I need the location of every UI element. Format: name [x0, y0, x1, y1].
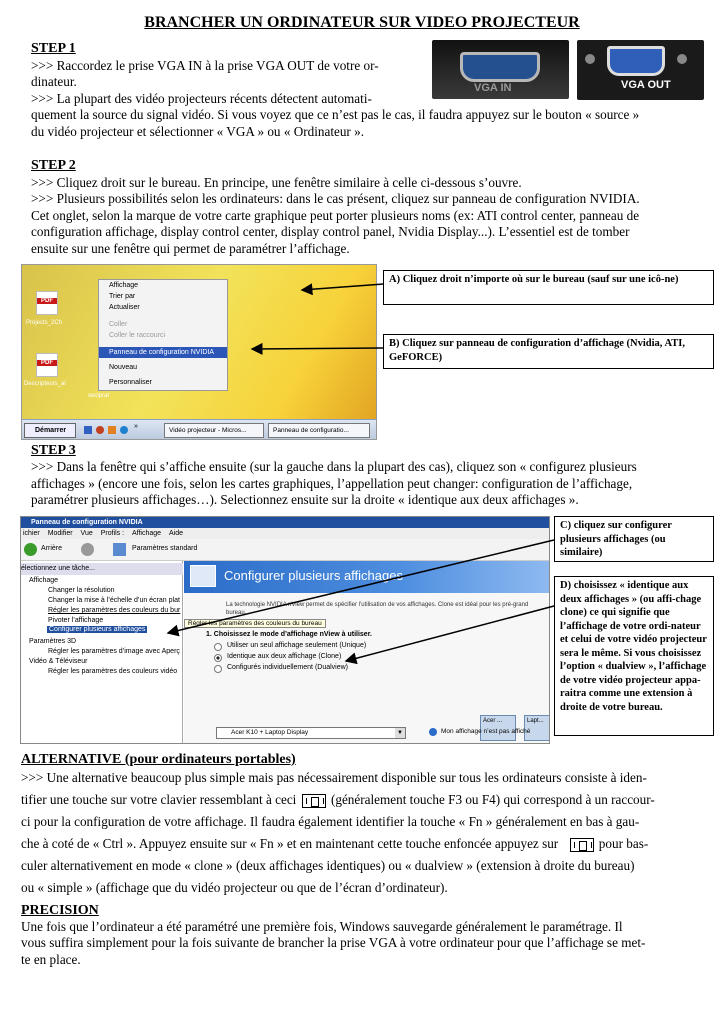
- monitor-laptop-label: Lapt...: [527, 718, 544, 724]
- alt-line3: ci pour la configuration de votre affichage. Il faudra également identifier la touche « Fn » généralement en bas à gau-: [21, 814, 640, 829]
- step1-heading: STEP 1: [31, 41, 76, 56]
- arrow-c: [168, 540, 554, 633]
- step2-line1: >>> Cliquez droit sur le bureau. En principe, une fenêtre similaire à celle ci-dessous s’ouvre.: [31, 175, 522, 190]
- tree-parametres-3d[interactable]: Paramètres 3D: [29, 638, 77, 645]
- display-switch-key-icon: [302, 794, 326, 808]
- menu-item-nvidia[interactable]: Panneau de configuration NVIDIA: [99, 347, 227, 358]
- description: La technologie NVIDIA nView permet de spécifier l’utilisation de vos affichages. Clone est idéal pour les pré-grand bureau.: [226, 602, 529, 616]
- menu-item-coller-raccourci[interactable]: Coller le raccourci: [109, 332, 166, 339]
- tree-video[interactable]: Vidéo & Téléviseur: [29, 658, 88, 665]
- alt-line4-b: pour bas-: [598, 836, 649, 851]
- alt-heading: ALTERNATIVE (pour ordinateurs portables): [21, 752, 296, 767]
- step3-line3: paramétrer plusieurs affichages…). Selectionnez ensuite sur la droite « identique aux deux affichages ».: [31, 492, 579, 507]
- step1-line4: quement la source du signal vidéo. Si vous voyez que ce n’est pas le cas, il faudra appuyez sur le bouton « source »: [31, 107, 640, 122]
- precision-heading: PRECISION: [21, 903, 99, 918]
- annotation-box-b: B) Cliquez sur panneau de configuration d’affichage (Nvidia, ATI, GeFORCE): [383, 334, 714, 369]
- alt-line4: [21, 833, 648, 855]
- display-switch-key-icon: [570, 838, 594, 852]
- tree-couleurs[interactable]: Régler les paramètres des couleurs du bur: [48, 607, 181, 614]
- menu-item-nouveau[interactable]: Nouveau: [109, 364, 138, 371]
- annotation-box-c: C) cliquez sur configurer plusieurs affichages (ou similaire): [554, 516, 714, 562]
- step1-line3: >>> La plupart des vidéo projecteurs récents détectent automati-: [31, 91, 372, 106]
- step3-heading: STEP 3: [31, 443, 76, 458]
- back-label[interactable]: Arrière: [41, 545, 63, 552]
- option-dualview: Configurés individuellement (Dualview): [227, 664, 348, 671]
- pdf-icon[interactable]: PDF: [36, 291, 58, 315]
- menu-item-trier[interactable]: Trier par: [109, 293, 136, 300]
- alt-line6: ou « simple » (affichage que du vidéo projecteur ou que de l’écran d’ordinateur).: [21, 880, 448, 895]
- window-titlebar: Panneau de configuration NVIDIA: [21, 517, 550, 528]
- tree-pivoter[interactable]: Pivoter l’affichage: [48, 617, 104, 624]
- menu-modifier[interactable]: Modifier: [47, 530, 73, 537]
- precision-line3: te en place.: [21, 952, 81, 967]
- alt-line4-a: che à coté de « Ctrl ». Appuyez ensuite sur « Fn » et en maintenant cette touche enfoncée appuyez sur: [21, 836, 559, 851]
- menu-profils[interactable]: Profils :: [100, 530, 125, 537]
- step2-line3: Cet onglet, selon la marque de votre carte graphique peut porter plusieurs noms (ex: ATI control center, panneau de: [31, 208, 640, 223]
- alt-line5: culer alternativement en mode « clone » (deux affichages identiques) ou « dualview » (extension à droite du bureau): [21, 858, 635, 873]
- tree-affichage[interactable]: Affichage: [29, 577, 59, 584]
- tree-echelle[interactable]: Changer la mise à l’échelle d’un écran plat: [48, 597, 180, 604]
- menu-aide[interactable]: Aide: [169, 530, 184, 537]
- std-settings-label[interactable]: Paramètres standard: [132, 545, 198, 552]
- display-missing-link[interactable]: Mon affichage n’est pas affiché: [441, 728, 531, 735]
- step3-line1: >>> Dans la fenêtre qui s’affiche ensuite (sur la gauche dans la plupart des cas), cliquez son « configurez plusieurs: [31, 459, 637, 474]
- menu-item-actualiser[interactable]: Actualiser: [109, 304, 140, 311]
- menu-item-affichage[interactable]: Affichage: [109, 282, 139, 289]
- desktop-icon-label: seciprat: [88, 393, 110, 399]
- alt-line2-b: (généralement touche F3 ou F4) qui correspond à un raccour-: [330, 792, 655, 807]
- section1-heading: 1. Choisissez le mode d’affichage nView à utiliser.: [206, 631, 372, 638]
- tooltip: Régler les paramètres des couleurs du bureau: [184, 619, 326, 628]
- arrow-b: [252, 348, 383, 349]
- tree-image[interactable]: Régler les paramètres d’image avec Aperç: [48, 648, 180, 655]
- precision-line2: vous suffira simplement pour la fois suivante de brancher la prise VGA à votre ordinateur pour que l’affichage se met-: [21, 935, 646, 950]
- chevron-down-icon: ▼: [395, 728, 405, 738]
- menu-vue[interactable]: Vue: [80, 530, 93, 537]
- taskbar-label: Panneau de configuratio...: [273, 427, 349, 434]
- expand-chevron-icon[interactable]: »: [134, 423, 138, 430]
- arrow-a: [302, 284, 383, 290]
- step1-line1: >>> Raccordez le prise VGA IN à la prise VGA OUT de votre or-: [31, 58, 379, 73]
- arrow-d: [346, 606, 554, 661]
- alt-line2: [21, 789, 655, 811]
- desktop-icon-label: Descripteurs_al: [24, 381, 66, 387]
- display-select-value: Acer K10 + Laptop Display: [231, 729, 309, 736]
- option-unique: Utiliser un seul affichage seulement (Unique): [227, 642, 367, 649]
- alt-line2-a: tifier une touche sur votre clavier ressemblant à ceci: [21, 792, 297, 807]
- step2-line2: >>> Plusieurs possibilités selon les ordinateurs: dans le cas présent, cliquez sur panneau de configuration NVIDIA.: [31, 191, 640, 206]
- tree-configurer-plusieurs[interactable]: Configurer plusieurs affichages: [49, 626, 146, 633]
- vga-in-label: VGA IN: [474, 82, 512, 94]
- desktop-icon-label: Projects_2Ch: [26, 320, 63, 326]
- step3-line2: affichages » (encore une fois, selon les cartes graphiques, l’appellation peut changer: configuration de l’affichage,: [31, 476, 633, 491]
- menu-fichier[interactable]: ichier: [23, 530, 40, 537]
- pdf-icon[interactable]: PDF: [36, 353, 58, 377]
- menu-affichage[interactable]: Affichage: [132, 530, 162, 537]
- step2-heading: STEP 2: [31, 158, 76, 173]
- monitor-acer-label: Acer ...: [483, 718, 503, 724]
- step2-line5: ensuite sur une fenêtre qui permet de paramétrer l’affichage.: [31, 241, 350, 256]
- step2-line4: configuration affichage, display control center, display control panel, Nvidia Display...). L’essentiel est de tomber: [31, 224, 630, 239]
- taskbar-label: Vidéo projecteur - Micros...: [169, 427, 247, 434]
- page-title: BRANCHER UN ORDINATEUR SUR VIDEO PROJECTEUR: [144, 14, 580, 31]
- select-task-label: électionnez une tâche...: [21, 563, 183, 575]
- menu-item-coller[interactable]: Coller: [109, 321, 128, 328]
- step1-line2: dinateur.: [31, 74, 77, 89]
- banner-title: Configurer plusieurs affichages: [224, 568, 403, 583]
- alt-line1: >>> Une alternative beaucoup plus simple mais pas nécessairement disponible sur tous les ordinateurs consiste à iden-: [21, 770, 647, 785]
- tree-couleurs-video[interactable]: Régler les paramètres des couleurs vidéo: [48, 668, 178, 675]
- vga-out-label: VGA OUT: [621, 79, 671, 91]
- precision-line1: Une fois que l’ordinateur a été paramétré une première fois, Windows sauvegarde généralement le paramétrage. Il: [21, 919, 623, 934]
- annotation-box-d: D) choisissez « identique aux deux affichages » (ou affi-chage clone) ce qui signifie que l’affichage de votre ordi-nateur et celui de votre vidéo projecteur sera le même. Si vous choisissez l’option « dualview », l’affichage de votre vidéo projecteur appa-raitra comme une extension à droite de votre bureau.: [554, 576, 714, 736]
- annotation-box-a: A) Cliquez droit n’importe où sur le bureau (sauf sur une icô-ne): [383, 270, 714, 305]
- option-clone: Identique aux deux affichage (Clone): [227, 653, 342, 660]
- tree-resolution[interactable]: Changer la résolution: [48, 587, 115, 594]
- step1-line5: du vidéo projecteur et sélectionner « VGA » ou « Ordinateur ».: [31, 124, 365, 139]
- start-label: Démarrer: [35, 427, 67, 434]
- menu-item-personnaliser[interactable]: Personnaliser: [109, 379, 152, 386]
